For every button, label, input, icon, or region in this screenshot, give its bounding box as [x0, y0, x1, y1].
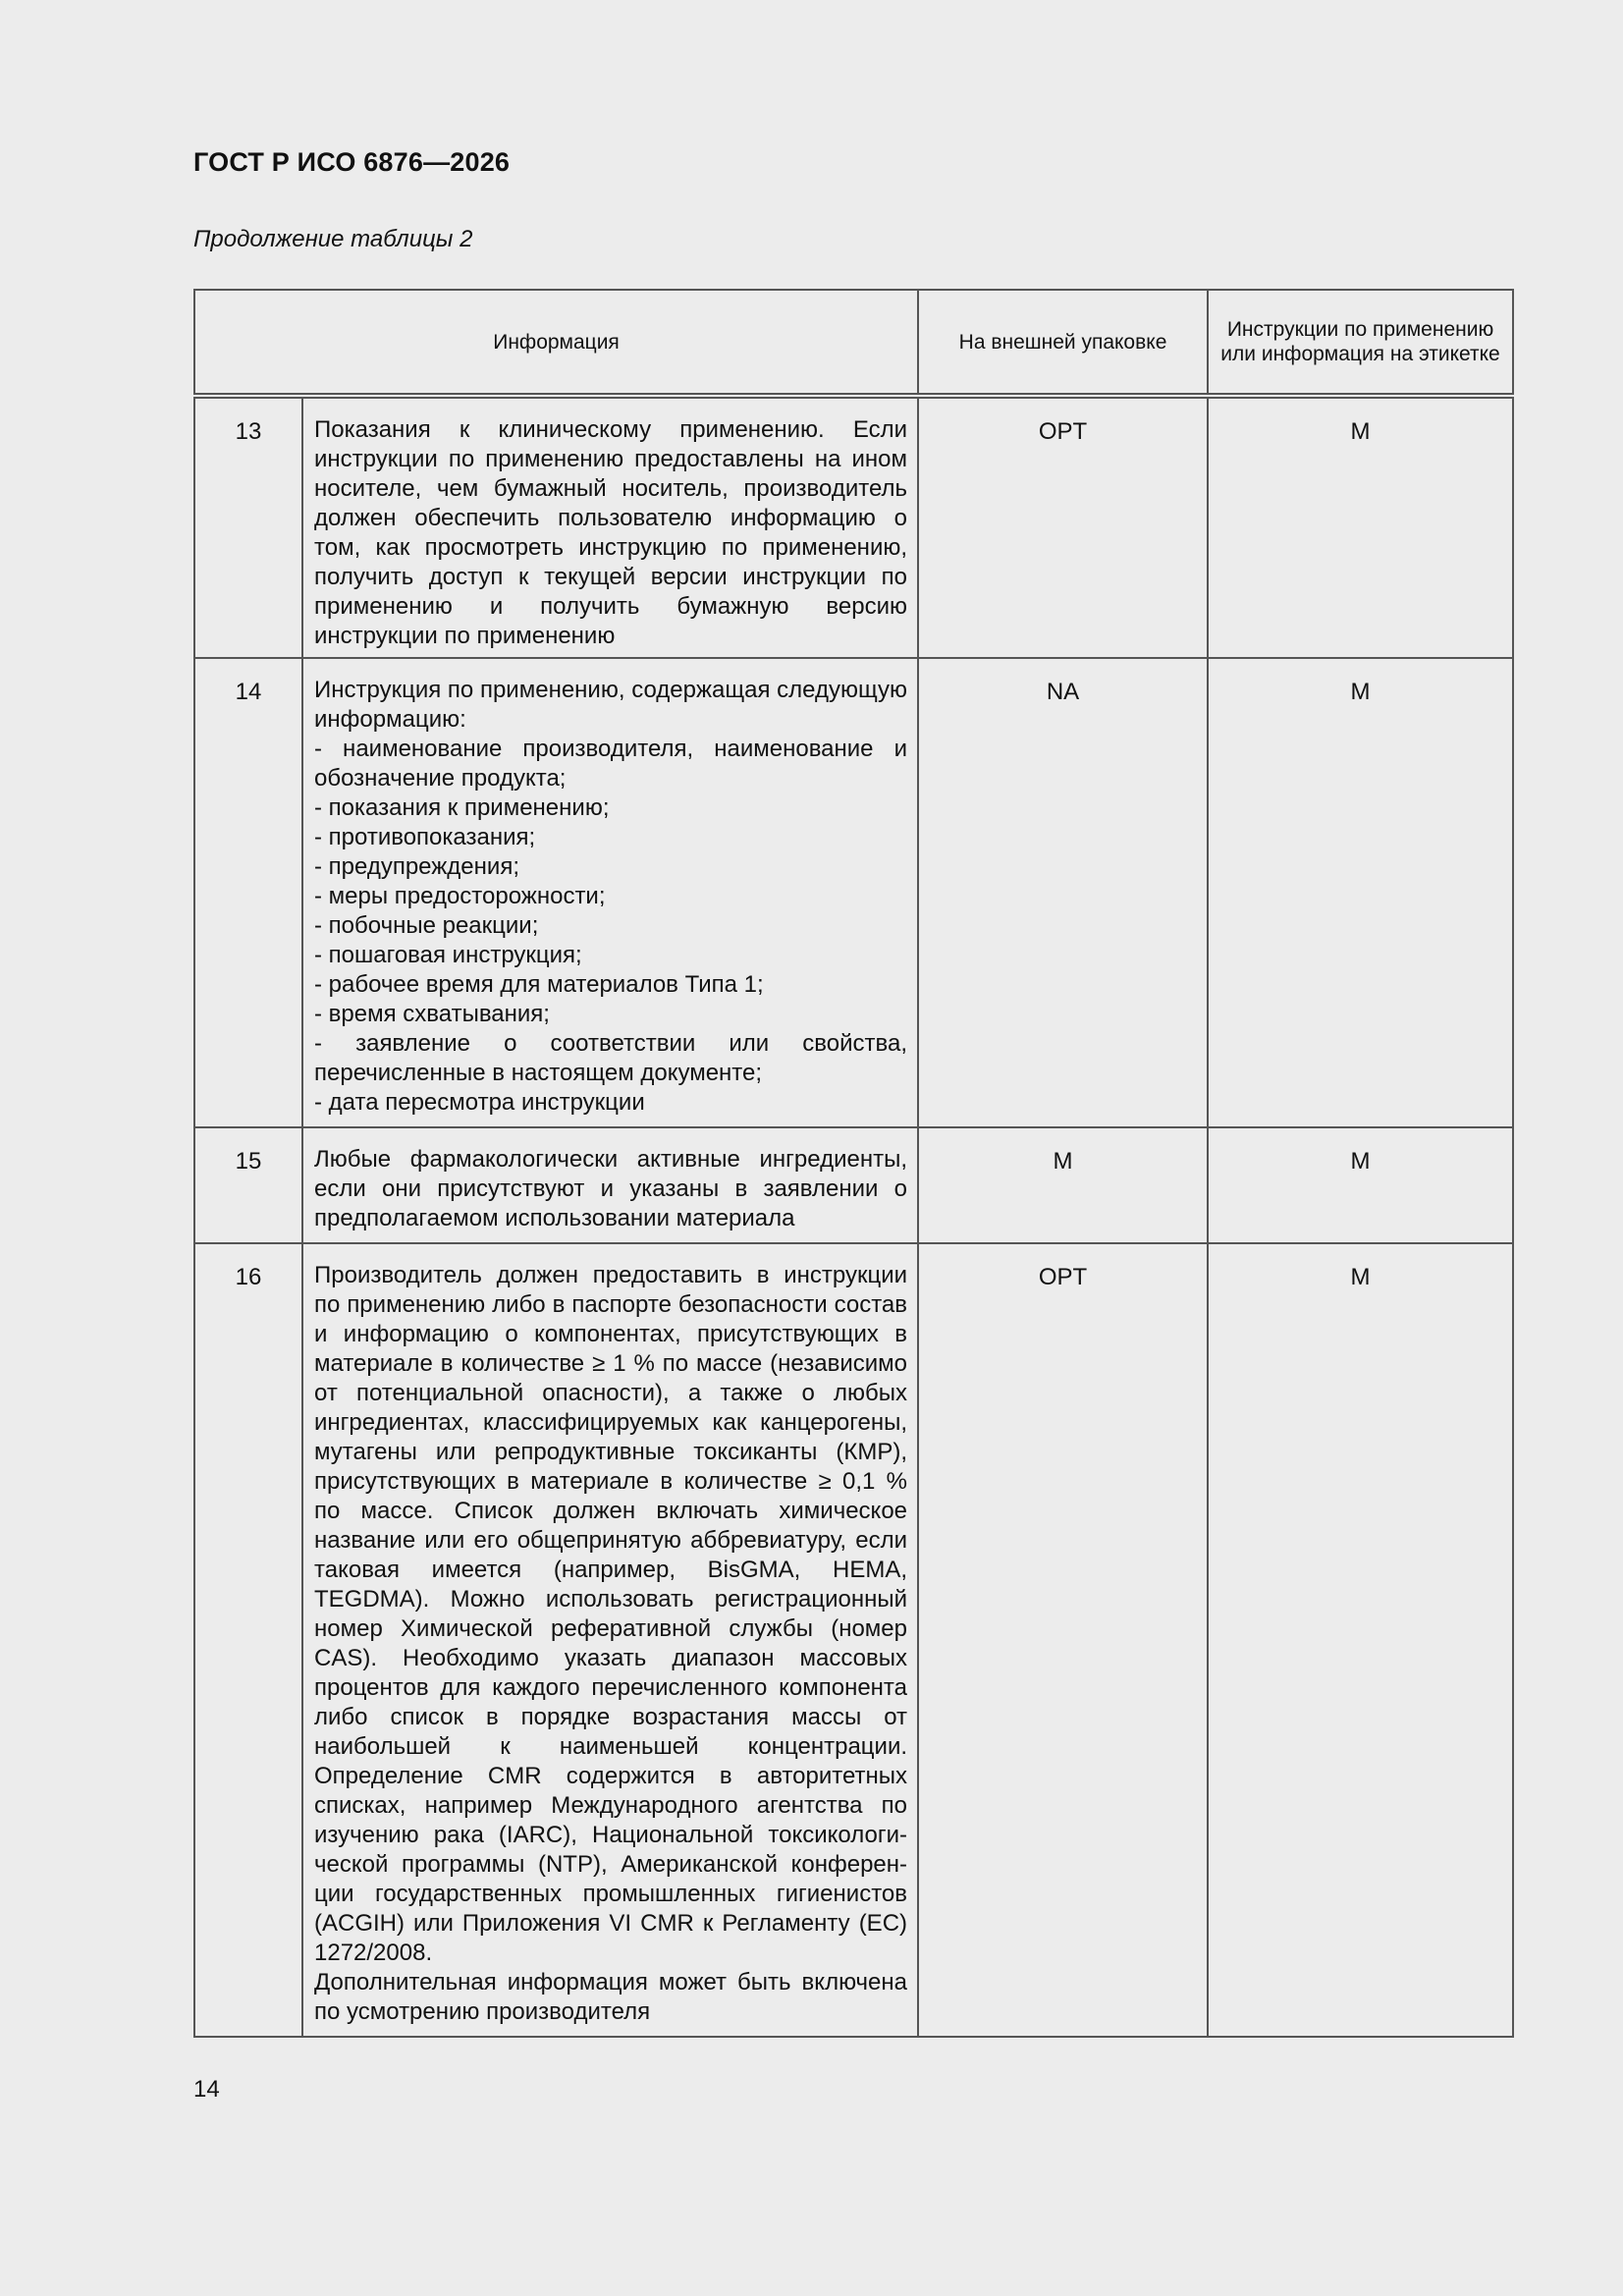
row-number: 13	[194, 396, 302, 658]
list-item: - пошаговая инструкция;	[314, 942, 582, 968]
table-row	[194, 396, 1513, 658]
row-instructions-value: M	[1208, 1243, 1513, 2037]
list-item: - показания к применению;	[314, 794, 610, 821]
column-header-info: Информация	[194, 290, 918, 396]
row-number: 15	[194, 1127, 302, 1243]
row-outer-package-value: OPT	[918, 396, 1208, 658]
row-description	[302, 658, 918, 1127]
list-item: - рабочее время для материалов Типа 1;	[314, 971, 764, 998]
row-description-main: Производитель должен предоставить в инструкции по применению либо в паспорте безопасности состав и информацию о компонентах, присутствующих в материале в количестве ≥ 1 % по массе (независимо от потенциальной опасности), а также о любых ингредиентах, классифицируемых как канцерогены, мутагены или репродуктивные токсиканты (КМР), присутствующих в материале в количестве ≥ 0,1 % по массе. Список должен включать химическое название или его общепринятую аббревиатуру, если таковая имеется (например, BisGMA, HEMA, TEGDMA). Можно использовать регистрационный номер Химической реферативной службы (номер CAS). Необходимо указать диапазон массовых процентов для каждого перечисленного компонента либо список в порядке возрастания массы от наибольшей к наименьшей концентрации. Определение CMR содержится в авторитетных списках, например Международного агентства по изучению рака (IARC), Национальной токсикологической программы (NTP), Американской конференции государственных промышленных гигиенистов (ACGIH) или Приложения VI CMR к Регламенту (ЕС) 1272/2008.	[314, 1262, 908, 1966]
list-item: - предупреждения;	[314, 853, 519, 880]
row-outer-package-value: M	[918, 1127, 1208, 1243]
table-header-row	[194, 290, 1513, 396]
column-header-outer-package: На внешней упаковке	[918, 290, 1208, 396]
row-number: 16	[194, 1243, 302, 2037]
row-description-intro: Инструкция по применению, содержащая следующую информацию:	[314, 677, 908, 733]
row-outer-package-value: NA	[918, 658, 1208, 1127]
row-instructions-value: M	[1208, 1127, 1513, 1243]
page-number: 14	[193, 2076, 220, 2103]
row-instructions-value: M	[1208, 658, 1513, 1127]
requirements-table	[193, 289, 1514, 2038]
list-item: - наименование производителя, наименование и обозначение продукта;	[314, 736, 908, 792]
table-row	[194, 1243, 1513, 2037]
row-instructions-value: M	[1208, 396, 1513, 658]
list-item: - время схватывания;	[314, 1001, 550, 1027]
list-item: - меры предосторожности;	[314, 883, 606, 909]
row-description: Показания к клиническому применению. Если инструкции по применению предоставлены на ином носителе, чем бумажный носитель, производитель должен обеспечить пользователю информацию о том, как просмотреть инструкцию по применению, получить доступ к текущей версии инструкции по применению и получить бумажную версию инструкции по применению	[302, 396, 918, 658]
row-outer-package-value: OPT	[918, 1243, 1208, 2037]
document-code: ГОСТ Р ИСО 6876—2026	[193, 147, 511, 177]
list-item: - побочные реакции;	[314, 912, 539, 939]
row-description-extra: Дополнительная информация может быть включена по усмотрению производителя	[314, 1969, 908, 2025]
row-description	[302, 1243, 918, 2037]
column-header-instructions-text: Инструкции по применению или информация на этикетке	[1220, 318, 1500, 365]
list-item: - заявление о соответствии или свойства, перечисленные в настоящем документе;	[314, 1030, 908, 1086]
row-description: Любые фармакологически активные ингредиенты, если они присутствуют и указаны в заявлении о предполагаемом использовании материала	[302, 1127, 918, 1243]
table-row	[194, 1127, 1513, 1243]
list-item: - противопоказания;	[314, 824, 536, 850]
table-row	[194, 658, 1513, 1127]
row-number: 14	[194, 658, 302, 1127]
table-caption: Продолжение таблицы 2	[193, 226, 473, 252]
column-header-instructions	[1208, 290, 1513, 396]
list-item: - дата пересмотра инструкции	[314, 1089, 645, 1116]
